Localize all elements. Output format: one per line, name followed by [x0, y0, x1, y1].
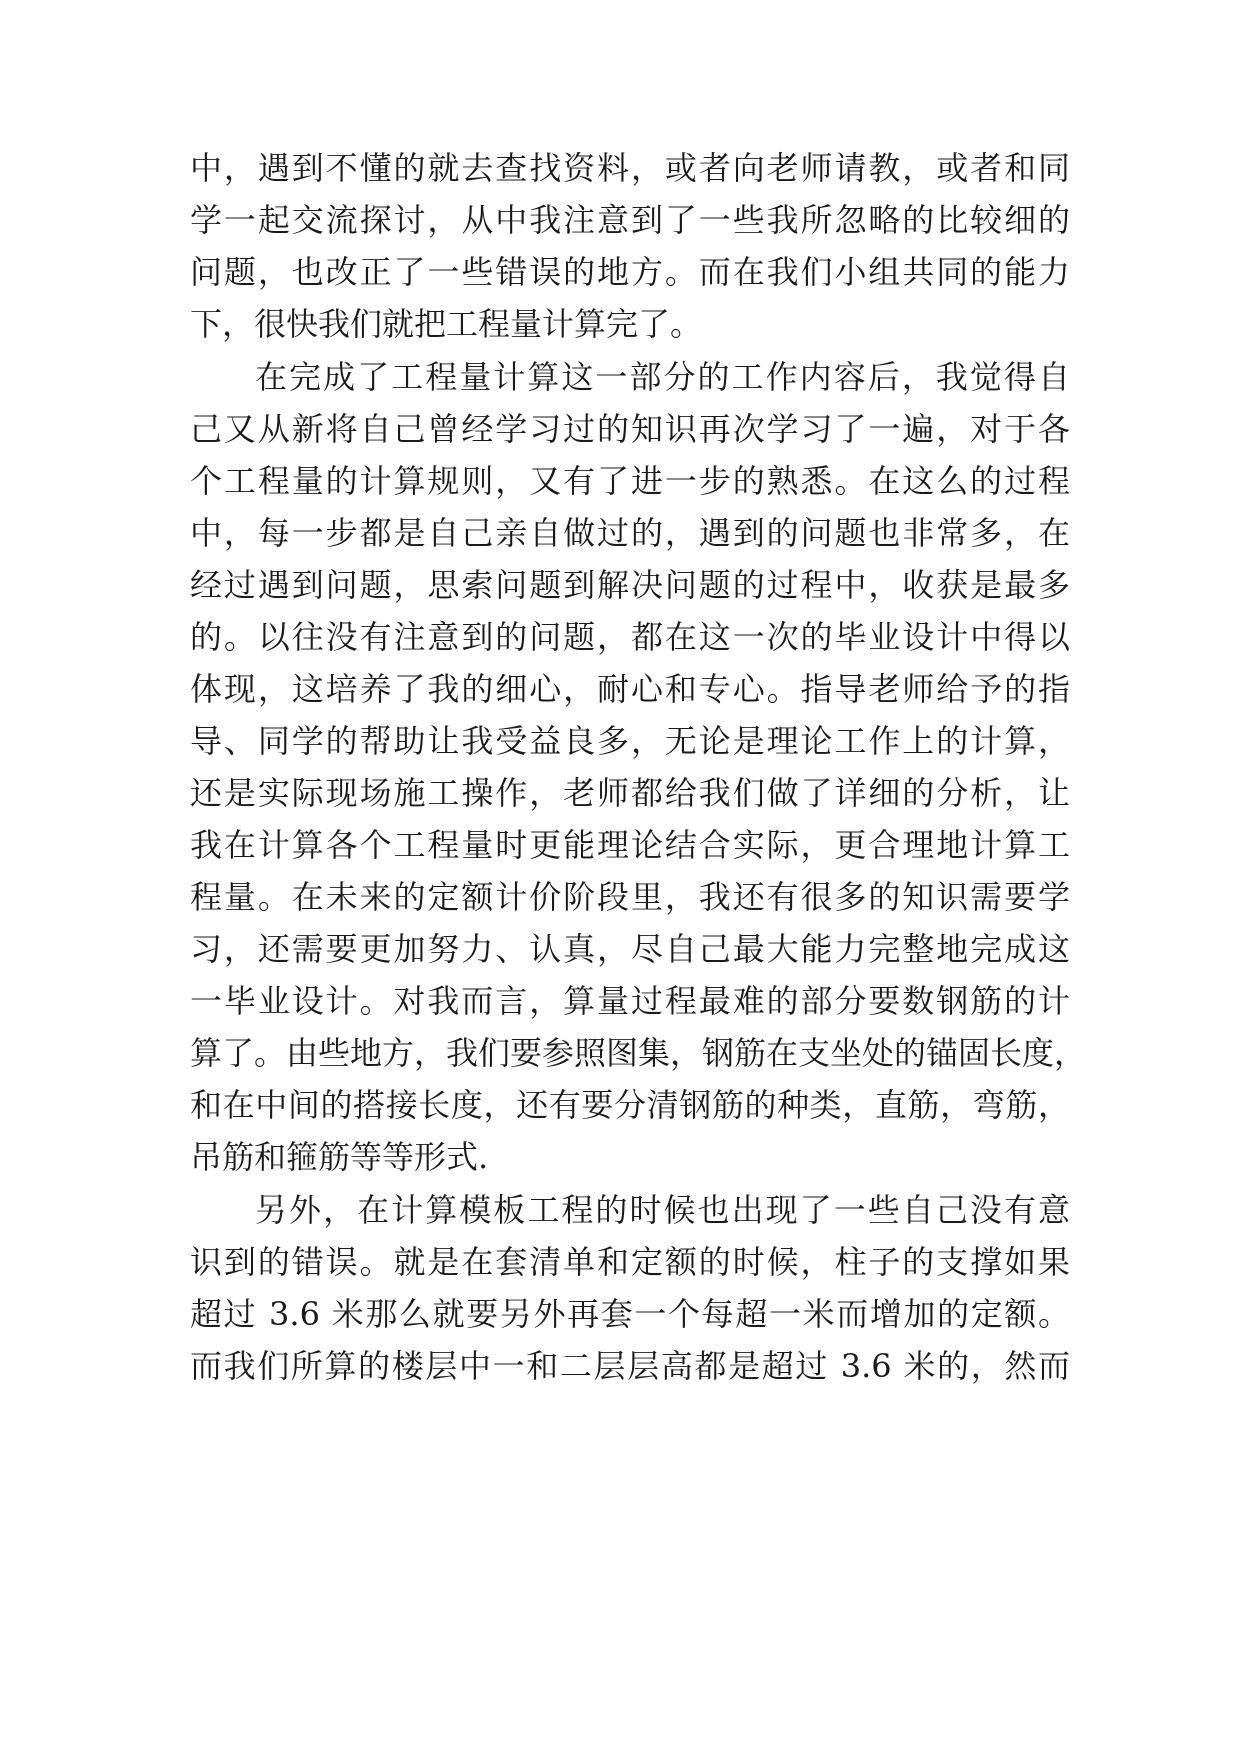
text-line: 识到的错误。就是在套清单和定额的时候，柱子的支撑如果	[190, 1243, 1070, 1281]
text-line: 导、同学的帮助让我受益良多，无论是理论工作上的计算，	[190, 722, 1070, 760]
text-line: 下，很快我们就把工程量计算完了。	[190, 305, 703, 343]
text-line: 个工程量的计算规则，又有了进一步的熟悉。在这么的过程	[190, 462, 1070, 500]
text-line: 程量。在未来的定额计价阶段里，我还有很多的知识需要学	[190, 878, 1070, 916]
text-line: 吊筋和箍筋等等形式.	[190, 1138, 489, 1176]
text-line: 算了。由些地方，我们要参照图集，钢筋在支坐处的锚固长度，	[190, 1034, 1087, 1072]
text-line: 和在中间的搭接长度，还有要分清钢筋的种类，直筋，弯筋，	[190, 1086, 1070, 1124]
text-line: 超过 3.6 米那么就要另外再套一个每超一米而增加的定额。	[190, 1295, 1070, 1333]
text-line: 己又从新将自己曾经学习过的知识再次学习了一遍，对于各	[190, 410, 1070, 448]
text-line: 习，还需要更加努力、认真，尽自己最大能力完整地完成这	[190, 930, 1070, 968]
text-line: 中，遇到不懂的就去查找资料，或者向老师请教，或者和同	[190, 149, 1070, 187]
text-line: 还是实际现场施工操作，老师都给我们做了详细的分析，让	[190, 774, 1070, 812]
text-line: 我在计算各个工程量时更能理论结合实际，更合理地计算工	[190, 826, 1070, 864]
text-line: 的。以往没有注意到的问题，都在这一次的毕业设计中得以	[190, 618, 1070, 656]
text-line: 经过遇到问题，思索问题到解决问题的过程中，收获是最多	[190, 566, 1070, 604]
text-line: 问题，也改正了一些错误的地方。而在我们小组共同的能力	[190, 253, 1070, 291]
text-line: 体现，这培养了我的细心，耐心和专心。指导老师给予的指	[190, 670, 1070, 708]
text-line: 一毕业设计。对我而言，算量过程最难的部分要数钢筋的计	[190, 982, 1070, 1020]
text-line: 学一起交流探讨，从中我注意到了一些我所忽略的比较细的	[190, 201, 1070, 239]
text-line: 中，每一步都是自己亲自做过的，遇到的问题也非常多，在	[190, 514, 1070, 552]
text-line: 另外，在计算模板工程的时候也出现了一些自己没有意	[255, 1191, 1070, 1229]
text-line: 而我们所算的楼层中一和二层层高都是超过 3.6 米的，然而	[190, 1347, 1070, 1385]
text-line: 在完成了工程量计算这一部分的工作内容后，我觉得自	[255, 358, 1070, 396]
